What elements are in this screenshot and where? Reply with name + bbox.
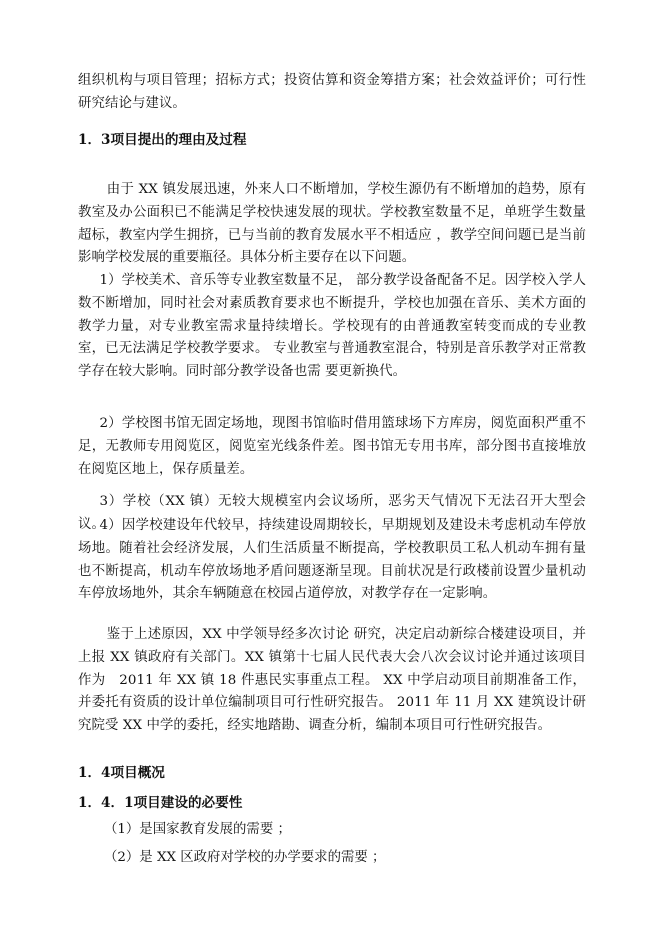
- paragraph-issue-1: 1）学校美术、音乐等专业教室数量不足， 部分教学设备配备不足。因学校入学人数不断增加，同时社会对素质教育要求也不断提升，学校也加强在音乐、美术方面的教学力量，对专业教室需求量持续增长。学校现有的由普通教室转变而成的专业教室，已无法满足学校教学要求。 专业教室与普通教室混合，特别是音乐教学对正常教学存在较大影响。同时部分教学设备也需 要更新换代。: [78, 273, 586, 380]
- paragraph-background: 由于 XX 镇发展迅速，外来人口不断增加，学校生源仍有不断增加的趋势，原有教室及办公面积已不能满足学校快速发展的现状。学校教室数量不足，单班学生数量超标，教室内学生拥挤，已与当前的教育发展水平不相适应 ，教学空间问题已是当前影响学校发展的重要瓶径。具体分析主要存在以下问题。: [78, 182, 586, 266]
- paragraph-decision: 鉴于上述原因，XX 中学领导经多次讨论 研究，决定启动新综合楼建设项目，并上报 XX 镇政府有关部门。XX 镇第十七届人民代表大会八次会议讨论并通过该项目作为 2011 年 XX 镇 18 件惠民实事重点工程。 XX 中学启动项目前期准备工作，并委托有资质的设计单位编制项目可行性研究报告。 2011 年 11 月 XX 建筑设计研究院受 XX 中学的委托，经实地踏勘、调查分析，编制本项目可行性研究报告。: [78, 627, 586, 734]
- list-item: （2）是 XX 区政府对学校的办学要求的需要 ；: [104, 850, 386, 865]
- intro-paragraph: 组织机构与项目管理；招标方式；投资估算和资金筹措方案；社会效益评价；可行性研究结论与建议。: [78, 73, 586, 111]
- paragraph-issue-3: 3）学校（XX 镇）无较大规模室内会议场所，恶劣天气情况下无法召开大型会议。: [78, 494, 586, 532]
- section-heading-1-4: 1．4项目概况: [78, 765, 165, 781]
- paragraph-issue-4: 4）因学校建设年代较早，持续建设周期较长，早期规划及建设未考虑机动车停放场地。随着社会经济发展，人们生活质量不断提高，学校教职员工私人机动车拥有量也不断提高，机动车停放场地矛盾问题逐渐呈现。目前状况是行政楼前设置少量机动车停放场地外，其余车辆随意在校园占道停放，对教学存在一定影响。: [78, 518, 586, 602]
- list-item: （1）是国家教育发展的需要 ；: [104, 822, 291, 837]
- paragraph-issue-2: 2）学校图书馆无固定场地，现图书馆临时借用篮球场下方库房，阅览面积严重不足，无教师专用阅览区，阅览室光线条件差。图书馆无专用书库，部分图书直接堆放在阅览区地上，保存质量差。: [78, 416, 586, 477]
- section-heading-1-4-1: 1．4．1项目建设的必要性: [78, 795, 243, 811]
- section-heading-1-3: 1．3项目提出的理由及过程: [78, 132, 247, 148]
